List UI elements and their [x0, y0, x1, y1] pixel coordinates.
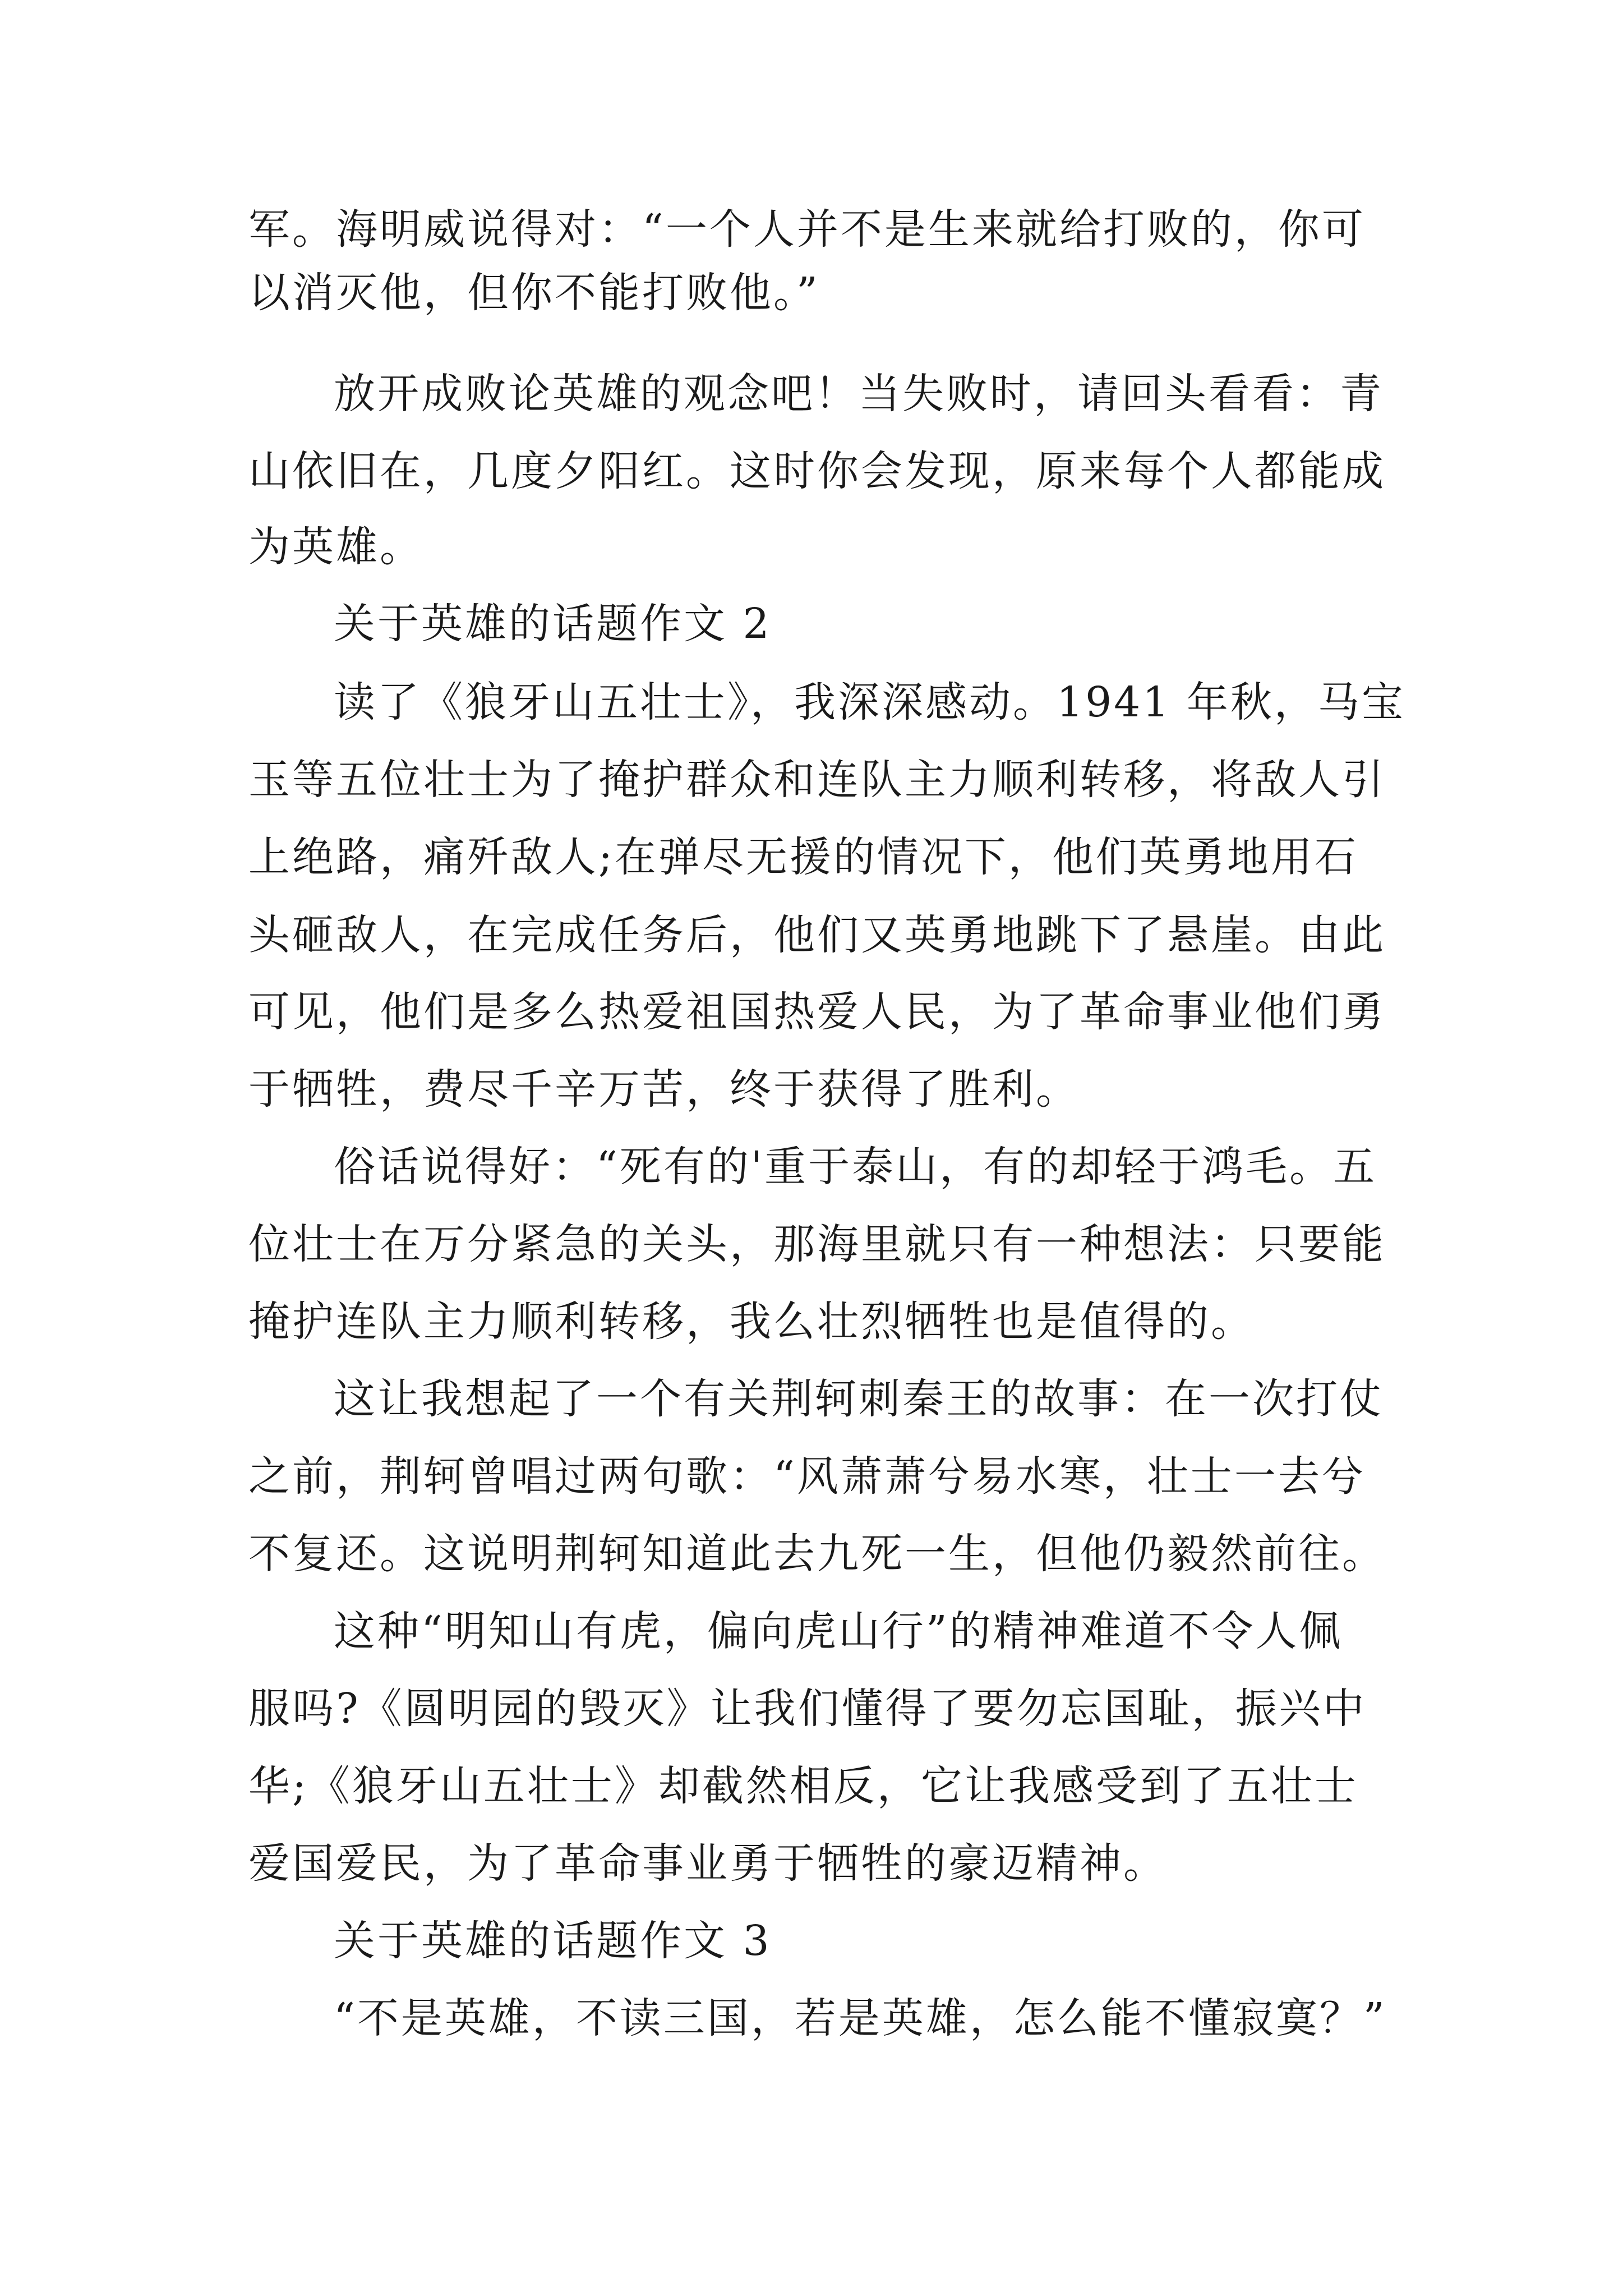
text-line: 于牺牲，费尽千辛万苦，终于获得了胜利。 [248, 1065, 1080, 1114]
paragraph-line: 放开成败论英雄的观念吧！当失败时，请回头看看：青 [334, 370, 1384, 418]
text-line: 山依旧在，几度夕阳红。这时你会发现，原来每个人都能成 [248, 447, 1386, 495]
section-heading: 关于英雄的话题作文 2 [334, 600, 772, 648]
text-line: 可见，他们是多么热爱祖国热爱人民，为了革命事业他们勇 [248, 988, 1386, 1036]
text-line: 爱国爱民，为了革命事业勇于牺牲的豪迈精神。 [248, 1839, 1167, 1888]
text-line: 头砸敌人，在完成任务后，他们又英勇地跳下了悬崖。由此 [248, 911, 1386, 959]
text-line: 玉等五位壮士为了掩护群众和连队主力顺利转移，将敌人引 [248, 756, 1386, 804]
text-line: 上绝路，痛歼敌人;在弹尽无援的情况下，他们英勇地用石 [248, 833, 1358, 881]
text-line: 服吗?《圆明园的毁灭》让我们懂得了要勿忘国耻，振兴中 [248, 1685, 1367, 1733]
paragraph-line: 这让我想起了一个有关荆轲刺秦王的故事：在一次打仗 [334, 1375, 1384, 1423]
text-line: 之前，荆轲曾唱过两句歌：“风萧萧兮易水寒，壮士一去兮 [248, 1452, 1366, 1501]
paragraph-line: 这种“明知山有虎，偏向虎山行”的精神难道不令人佩 [334, 1607, 1343, 1655]
text-line: 军。海明威说得对：“一个人并不是生来就给打败的，你可 [248, 205, 1366, 254]
text-line: 不复还。这说明荆轲知道此去九死一生，但他仍毅然前往。 [248, 1530, 1386, 1578]
paragraph-line: 俗话说得好：“死有的'重于泰山，有的却轻于鸿毛。五 [334, 1143, 1377, 1191]
text-line: 华;《狼牙山五壮士》却截然相反，它让我感受到了五壮士 [248, 1762, 1358, 1810]
text-line: 掩护连队主力顺利转移，我么壮烈牺牲也是值得的。 [248, 1297, 1255, 1346]
text-line: 位壮士在万分紧急的关头，那海里就只有一种想法：只要能 [248, 1220, 1386, 1268]
text-line: 以消灭他，但你不能打败他。” [248, 269, 820, 317]
text-line: 为英雄。 [248, 523, 423, 571]
paragraph-line: 读了《狼牙山五壮士》，我深深感动。1941 年秋，马宝 [334, 678, 1405, 726]
section-heading: 关于英雄的话题作文 3 [334, 1917, 772, 1965]
paragraph-line: “不是英雄，不读三国，若是英雄，怎么能不懂寂寞？” [334, 1994, 1387, 2042]
